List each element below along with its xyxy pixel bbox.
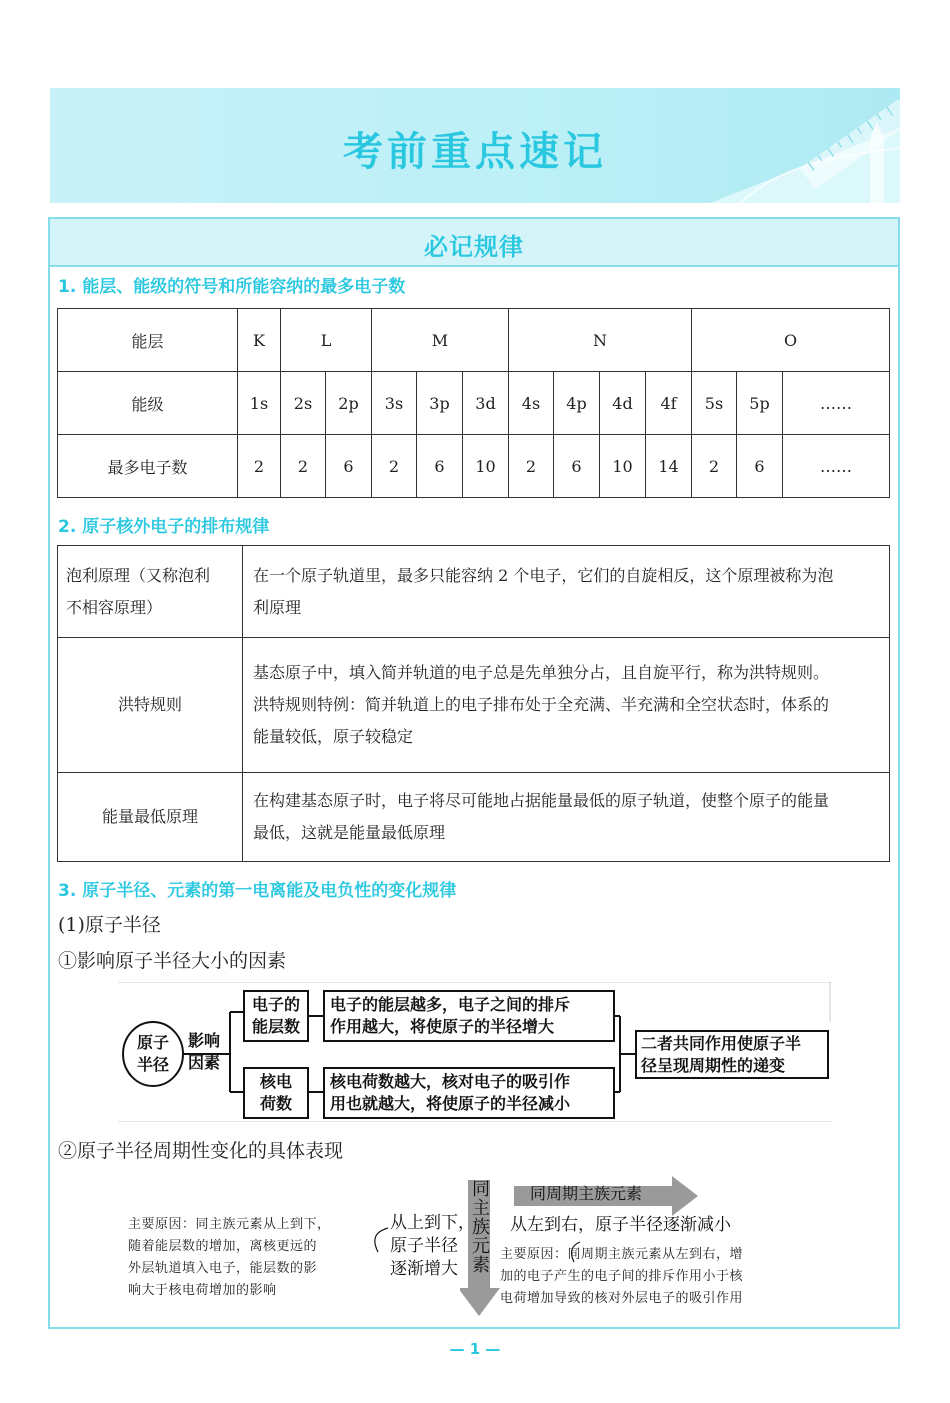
max-electron-row xyxy=(58,435,890,498)
rule-row xyxy=(58,638,890,773)
panel-title: 必记规律 xyxy=(424,233,524,261)
factor-diagram xyxy=(118,982,832,1122)
rule-row xyxy=(58,546,890,638)
electron-cell: 6 xyxy=(326,435,372,498)
rule-desc-line: 利原理 xyxy=(253,597,302,617)
charge-effect-desc xyxy=(330,1071,612,1115)
radius-node-line: 原子 xyxy=(136,1033,169,1052)
row-label: 最多电子数 xyxy=(58,435,238,498)
sublevel-cell: 4s xyxy=(509,372,554,435)
rule-name xyxy=(58,773,243,862)
electron-cell: 2 xyxy=(372,435,417,498)
arrow-char: 族 xyxy=(472,1217,490,1238)
shell-cell: L xyxy=(281,309,372,372)
rule-row xyxy=(58,773,890,862)
combined-result xyxy=(641,1033,827,1077)
shell-cell: M xyxy=(372,309,509,372)
rule-desc-line: 在一个原子轨道里，最多只能容纳 2 个电子，它们的自旋相反，这个原理被称为泡 xyxy=(253,565,834,585)
sublevel-cell: 4f xyxy=(646,372,692,435)
arrow-char: 主 xyxy=(472,1198,490,1219)
rule-desc-line: 洪特规则特例：简并轨道上的电子排布处于全充满、半充满和全空状态时，体系的 xyxy=(253,695,830,714)
row-label: 能层 xyxy=(58,309,238,372)
electron-cell: 6 xyxy=(554,435,600,498)
factor-line: 荷数 xyxy=(259,1094,292,1113)
sublevel-cell: 3p xyxy=(417,372,463,435)
note-line: 加的电子产生的电子间的排斥作用小于核 xyxy=(500,1269,744,1284)
desc-line: 电子的能层越多，电子之间的排斥 xyxy=(330,995,571,1014)
period-arrow-label: 同周期主族元素 xyxy=(530,1184,643,1203)
panel-header xyxy=(50,219,898,267)
page-title: 考前重点速记 xyxy=(343,129,607,175)
electron-rules-table xyxy=(57,545,890,862)
rule-name-line: 能量最低原理 xyxy=(101,807,198,826)
result-line: 径呈现周期性的递变 xyxy=(641,1056,786,1075)
group-trend xyxy=(390,1212,475,1281)
rule-name-line: 泡利原理（又称泡利 xyxy=(66,565,211,585)
page-number: — 1 — xyxy=(449,1340,501,1358)
rule-name xyxy=(58,546,243,638)
electron-cell: 6 xyxy=(417,435,463,498)
factor-shell-count xyxy=(244,994,308,1038)
energy-level-table xyxy=(57,308,890,498)
rule-description xyxy=(243,546,890,638)
note-line: 外层轨道填入电子，能层数的影 xyxy=(128,1261,318,1276)
result-line: 二者共同作用使原子半 xyxy=(641,1034,802,1053)
electron-cell: 2 xyxy=(238,435,281,498)
shell-cell: K xyxy=(238,309,281,372)
section1-heading: 1. 能层、能级的符号和所能容纳的最多电子数 xyxy=(58,277,406,297)
rule-name-line: 洪特规则 xyxy=(117,695,182,714)
sublevel-cell: 5s xyxy=(692,372,737,435)
electron-cell: …… xyxy=(783,435,890,498)
annotation-pointer-icon xyxy=(368,1226,392,1256)
factor-nuclear-charge xyxy=(244,1071,308,1115)
note-line: 随着能层数的增加，离核更远的 xyxy=(128,1239,318,1254)
electron-cell: 10 xyxy=(463,435,509,498)
sublevel-cell: 3d xyxy=(463,372,509,435)
rule-desc-line: 能量较低，原子较稳定 xyxy=(253,727,414,746)
rule-name-line: 不相容原理） xyxy=(66,597,163,617)
electron-cell: 10 xyxy=(600,435,646,498)
row-label: 能级 xyxy=(58,372,238,435)
shell-effect-desc xyxy=(330,994,612,1038)
electron-cell: 14 xyxy=(646,435,692,498)
rule-description xyxy=(243,773,890,862)
period-trend: 从左到右，原子半径逐渐减小 xyxy=(510,1215,731,1235)
rule-desc-line: 最低，这就是能量最低原理 xyxy=(253,823,446,842)
item-periodic-trend: ②原子半径周期性变化的具体表现 xyxy=(58,1140,344,1162)
arrow-char: 同 xyxy=(472,1179,490,1200)
title-banner xyxy=(50,88,900,203)
desc-line: 用也就越大，将使原子的半径减小 xyxy=(330,1094,571,1113)
sublevel-cell: 1s xyxy=(238,372,281,435)
desc-line: 作用越大，将使原子的半径增大 xyxy=(330,1017,555,1036)
rule-description xyxy=(243,638,890,773)
rule-desc-line: 基态原子中，填入简并轨道的电子总是先单独分占，且自旋平行，称为洪特规则。 xyxy=(253,663,830,682)
factor-line: 电子的 xyxy=(251,995,300,1014)
electron-cell: 2 xyxy=(509,435,554,498)
period-reason-note xyxy=(500,1244,743,1310)
note-line: 主要原因：同主族元素从上到下， xyxy=(128,1217,331,1232)
sublevel-cell: 2s xyxy=(281,372,326,435)
influence-label xyxy=(188,1030,220,1074)
trend-line: 原子半径 xyxy=(390,1236,458,1256)
factor-line: 核电 xyxy=(259,1072,292,1091)
note-line: 电荷增加导致的核对外层电子的吸引作用 xyxy=(500,1291,744,1306)
group-reason-note xyxy=(128,1214,331,1302)
rule-name xyxy=(58,638,243,773)
arrow-char: 素 xyxy=(472,1255,490,1276)
rule-desc-line: 在构建基态原子时，电子将尽可能地占据能量最低的原子轨道，使整个原子的能量 xyxy=(253,791,830,810)
sublevel-cell: 3s xyxy=(372,372,417,435)
sublevel-row xyxy=(58,372,890,435)
shell-cell: O xyxy=(692,309,890,372)
sublevel-cell: 4p xyxy=(554,372,600,435)
note-line: 主要原因：同周期主族元素从左到右，增 xyxy=(500,1247,744,1262)
influence-line: 因素 xyxy=(188,1053,221,1072)
item-factors: ①影响原子半径大小的因素 xyxy=(58,950,287,972)
radius-node xyxy=(128,1032,178,1076)
shell-row xyxy=(58,309,890,372)
factor-line: 能层数 xyxy=(251,1017,300,1036)
desc-line: 核电荷数越大，核对电子的吸引作 xyxy=(330,1072,571,1091)
electron-cell: 2 xyxy=(692,435,737,498)
note-line: 响大于核电荷增加的影响 xyxy=(128,1283,277,1298)
trend-line: 逐渐增大 xyxy=(390,1259,458,1279)
electron-cell: 2 xyxy=(281,435,326,498)
sublevel-cell: 2p xyxy=(326,372,372,435)
sublevel-cell: 4d xyxy=(600,372,646,435)
section3-heading: 3. 原子半径、元素的第一电离能及电负性的变化规律 xyxy=(58,881,457,901)
radius-node-line: 半径 xyxy=(136,1055,169,1074)
subsection-radius: (1)原子半径 xyxy=(58,914,161,936)
electron-cell: 6 xyxy=(737,435,783,498)
influence-line: 影响 xyxy=(188,1031,221,1050)
arrow-char: 元 xyxy=(472,1236,490,1257)
shell-cell: N xyxy=(509,309,692,372)
trend-line: 从上到下， xyxy=(390,1213,475,1233)
sublevel-cell: …… xyxy=(783,372,890,435)
sublevel-cell: 5p xyxy=(737,372,783,435)
section2-heading: 2. 原子核外电子的排布规律 xyxy=(58,517,270,537)
